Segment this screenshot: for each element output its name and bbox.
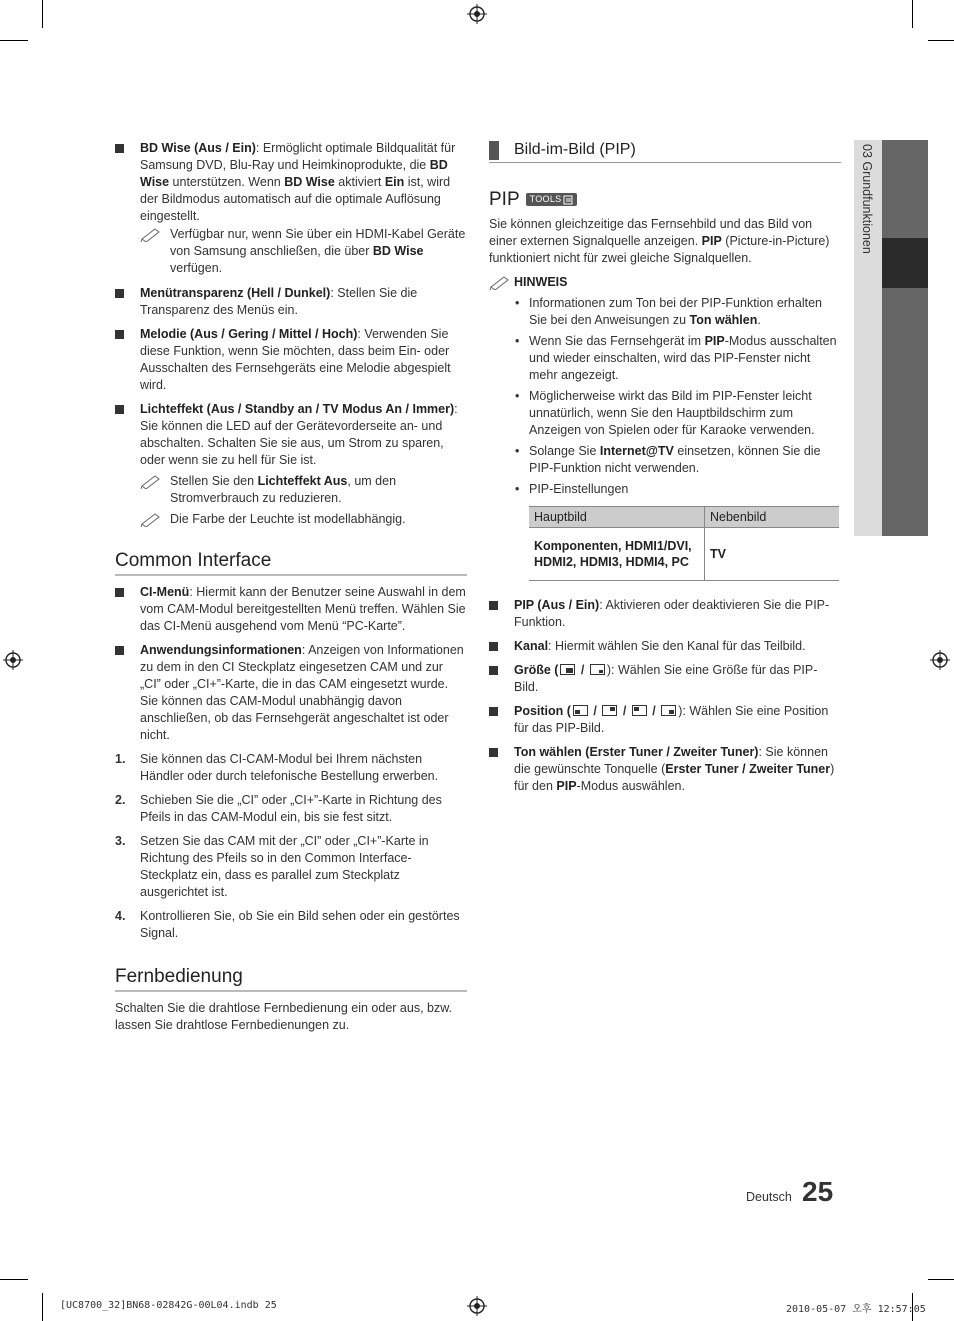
table-header-cell: Hauptbild	[529, 507, 705, 528]
footer-language: Deutsch	[746, 1190, 792, 1204]
print-info-file: [UC8700_32]BN68-02842G-00L04.indb 25	[60, 1300, 277, 1311]
pip-table	[529, 506, 839, 581]
left-column	[115, 140, 467, 1034]
table-cell: Komponenten, HDMI1/DVI, HDMI2, HDMI3, HDMI4, PC	[529, 528, 705, 581]
list-item: Anwendungsinformationen: Anzeigen von Informationen zu dem in den CI Steckplatz eingesetzen CAM und zur „CI” oder „CI+”-Karte, die in das CAM eingesetzt wurde. Sie können das CAM-Modul unabhängig davon anschließen, ob das Fernsehgerät angeschaltet ist oder nicht.	[115, 642, 467, 744]
chapter-sideband	[854, 140, 928, 536]
section-title-common-interface: Common Interface	[115, 550, 467, 576]
paragraph: Schalten Sie die drahtlose Fernbedienung ein oder aus, bzw. lassen Sie drahtlose Fernbedienungen zu.	[115, 1001, 453, 1032]
pip-title: PIP TOOLS	[489, 191, 841, 208]
bullet-square-icon	[115, 144, 124, 153]
bullet-square-icon	[489, 707, 498, 716]
crop-mark	[928, 1279, 954, 1280]
tools-icon	[563, 195, 573, 205]
registration-mark-icon	[3, 650, 23, 670]
heading-bar	[489, 141, 499, 160]
table-header-cell: Nebenbild	[705, 507, 840, 528]
note: Verfügbar nur, wenn Sie über ein HDMI-Kabel Geräte von Samsung anschließen, die über BD Wise verfügen.	[140, 226, 467, 277]
registration-mark-icon	[467, 1296, 487, 1316]
chapter-marker	[882, 238, 928, 288]
note-pencil-icon	[489, 274, 511, 290]
step-item: 4. Kontrollieren Sie, ob Sie ein Bild sehen oder ein gestörtes Signal.	[115, 909, 460, 940]
crop-mark	[0, 1279, 28, 1280]
pip-size-large-icon	[560, 664, 575, 675]
pip-position-top-left-icon	[632, 705, 647, 716]
page-number: 25	[802, 1176, 834, 1207]
tools-badge: TOOLS	[526, 193, 578, 206]
table-header-row	[529, 507, 839, 528]
list-item: Menütransparenz (Hell / Dunkel): Stellen Sie die Transparenz des Menüs ein.	[115, 285, 467, 319]
note: Stellen Sie den Lichteffekt Aus, um den Stromverbrauch zu reduzieren.	[140, 473, 467, 507]
subsection-title: Bild-im-Bild (PIP)	[489, 140, 841, 163]
registration-mark-icon	[467, 4, 487, 24]
crop-mark	[912, 0, 913, 28]
note-pencil-icon	[140, 511, 162, 527]
pip-position-bottom-right-icon	[661, 705, 676, 716]
list-item: • Informationen zum Ton bei der PIP-Funktion erhalten Sie bei den Anweisungen zu Ton wählen.	[515, 296, 822, 327]
list-item: Kanal: Hiermit wählen Sie den Kanal für das Teilbild.	[489, 638, 841, 655]
step-item: 2. Schieben Sie die „CI” oder „CI+”-Karte in Richtung des Pfeils in das CAM-Modul ein, bis sie fest sitzt.	[115, 793, 442, 824]
pip-size-small-icon	[590, 664, 605, 675]
table-cell: TV	[705, 528, 840, 581]
step-item: 3. Setzen Sie das CAM mit der „CI” oder „CI+”-Karte in Richtung des Pfeils so in den Common Interface-Steckplatz ein, dass es parallel zum Steckplatz ausgerichtet ist.	[115, 834, 429, 899]
note: Die Farbe der Leuchte ist modellabhängig.	[140, 511, 467, 528]
list-item: BD Wise (Aus / Ein): Ermöglicht optimale Bildqualität für Samsung DVD, Blu-Ray und Heimkinoprodukte, die BD Wise unterstützen. Wenn BD Wise aktiviert Ein ist, wird der Bildmodus automatisch auf die optimale Auflösung eingestellt.	[115, 140, 467, 225]
list-item: Größe ( / ): Wählen Sie eine Größe für das PIP-Bild.	[489, 662, 841, 696]
list-item: • Wenn Sie das Fernsehgerät im PIP-Modus ausschalten und wieder einschalten, wird das PIP-Fenster nicht mehr angezeigt.	[515, 334, 837, 382]
print-info-timestamp: 2010-05-07 오후 12:57:05	[786, 1304, 926, 1315]
note-heading: HINWEIS	[489, 274, 841, 291]
pip-position-bottom-left-icon	[573, 705, 588, 716]
bullet-square-icon	[489, 601, 498, 610]
crop-mark	[0, 40, 28, 41]
pip-position-top-right-icon	[602, 705, 617, 716]
list-item: Position ( / / / ): Wählen Sie eine Position für das PIP-Bild.	[489, 703, 841, 737]
bullet-square-icon	[489, 666, 498, 675]
right-column	[489, 140, 841, 802]
bullet-square-icon	[489, 748, 498, 757]
bullet-square-icon	[115, 405, 124, 414]
list-item: • Möglicherweise wirkt das Bild im PIP-Fenster leicht unnatürlich, wenn Sie den Hauptbildschirm zum Anzeigen von Spielen oder für Karaoke verwenden.	[515, 389, 815, 437]
note-pencil-icon	[140, 473, 162, 489]
table-row	[529, 528, 839, 581]
list-item: Lichteffekt (Aus / Standby an / TV Modus An / Immer): Sie können die LED auf der Gerätevorderseite an- und abschalten. Schalten Sie sie aus, um Strom zu sparen, oder wenn sie zu hell für Sie ist.	[115, 401, 467, 469]
paragraph: Sie können gleichzeitige das Fernsehbild und das Bild von einer externen Signalquelle anzeigen. PIP (Picture-in-Picture) funktioniert nicht für zwei gleiche Signalquellen.	[489, 217, 830, 265]
registration-mark-icon	[930, 650, 950, 670]
bullet-square-icon	[115, 588, 124, 597]
chapter-label: 03 Grundfunktionen	[860, 144, 874, 254]
list-item: • PIP-Einstellungen	[515, 482, 629, 496]
list-item: CI-Menü: Hiermit kann der Benutzer seine Auswahl in dem vom CAM-Modul bereitgestellten Menü treffen. Wählen Sie das CI-Menü ausgehend vom Menü “PC-Karte”.	[115, 584, 467, 635]
crop-mark	[42, 0, 43, 28]
crop-mark	[928, 40, 954, 41]
bullet-square-icon	[115, 330, 124, 339]
bullet-square-icon	[115, 646, 124, 655]
crop-mark	[42, 1293, 43, 1321]
bullet-square-icon	[115, 289, 124, 298]
bullet-square-icon	[489, 642, 498, 651]
list-item: Ton wählen (Erster Tuner / Zweiter Tuner): Sie können die gewünschte Tonquelle (Erster Tuner / Zweiter Tuner) für den PIP-Modus auswählen.	[489, 744, 841, 795]
section-title-fernbedienung: Fernbedienung	[115, 966, 467, 992]
step-item: 1. Sie können das CI-CAM-Modul bei Ihrem nächsten Händler oder durch telefonische Bestellung erwerben.	[115, 752, 439, 783]
list-item: Melodie (Aus / Gering / Mittel / Hoch): Verwenden Sie diese Funktion, wenn Sie möchten, dass beim Ein- oder Ausschalten des Fernsehgeräts eine Melodie abgespielt wird.	[115, 326, 467, 394]
list-item: PIP (Aus / Ein): Aktivieren oder deaktivieren Sie die PIP-Funktion.	[489, 597, 841, 631]
note-pencil-icon	[140, 226, 162, 242]
list-item: • Solange Sie Internet@TV einsetzen, können Sie die PIP-Funktion nicht verwenden.	[515, 444, 821, 475]
